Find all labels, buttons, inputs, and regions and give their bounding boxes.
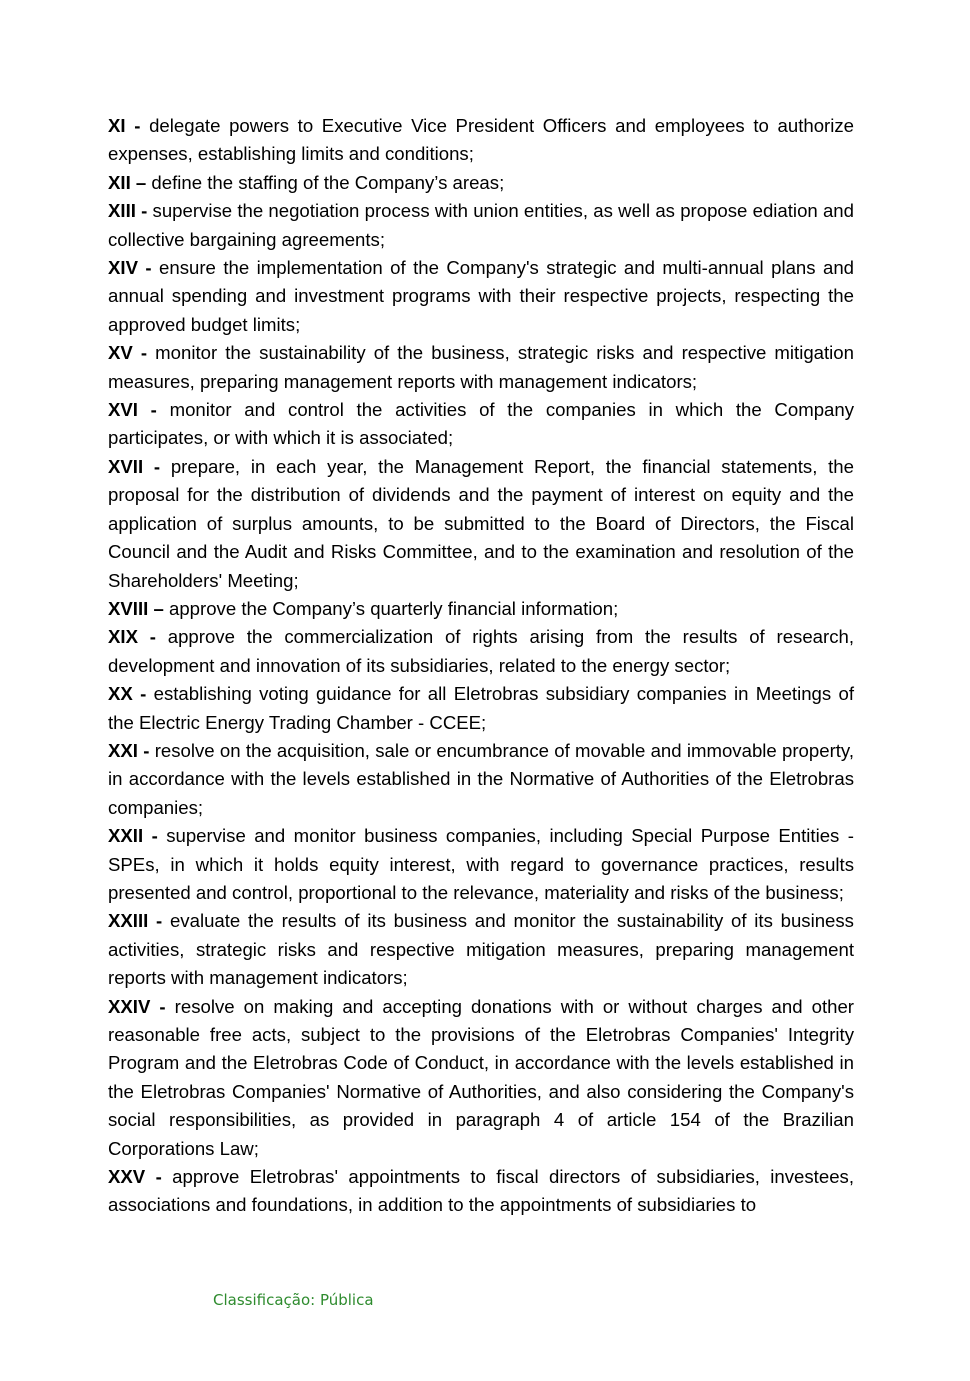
clause-text: supervise and monitor business companies, including Special Purpose Entities - SPEs, in which it holds equity interest, with regard to governance practices, results presented and control, proportional to the relevance, materiality and risks of the business; xyxy=(108,825,854,903)
clause-label: XIV - xyxy=(108,257,152,279)
clause-text: monitor and control the activities of the companies in which the Company participates, or with which it is associated; xyxy=(108,399,855,449)
clause-item xyxy=(108,993,854,1163)
clause-text: resolve on the acquisition, sale or encumbrance of movable and immovable property, in accordance with the levels established in the Normative of Authorities of the Eletrobras companies; xyxy=(108,739,855,818)
clause-label: XVIII – xyxy=(108,597,164,619)
clause-label: XV - xyxy=(108,342,148,364)
clause-label: XII – xyxy=(108,171,147,193)
clause-item xyxy=(108,680,854,737)
clause-text: define the staffing of the Company’s areas; xyxy=(151,171,505,193)
clause-text: establishing voting guidance for all Eletrobras subsidiary companies in Meetings of the Electric Energy Trading Chamber - CCEE; xyxy=(108,683,854,733)
classification-footer: Classificação: Pública xyxy=(213,1291,374,1309)
clause-label: XXIV - xyxy=(108,995,166,1017)
clause-text: resolve on making and accepting donations with or without charges and other reasonable free acts, subject to the provisions of the Eletrobras Companies' Integrity Program and the Eletrobras Code of Conduct, in accordance with the levels established in the Eletrobras Companies' Normative of Authorities, and also considering the Company's social responsibilities, as provided in paragraph 4 of article 154 of the Brazilian Corporations Law; xyxy=(108,995,854,1159)
clause-item xyxy=(108,197,854,254)
clause-label: XX - xyxy=(108,683,147,705)
clause-label: XVII - xyxy=(108,455,161,477)
clause-text: supervise the negotiation process with union entities, as well as propose ediation and collective bargaining agreements; xyxy=(108,200,854,250)
clause-text: prepare, in each year, the Management Report, the financial statements, the proposal for the distribution of dividends and the payment of interest on equity and the application of surplus amounts, to be submitted to the Board of Directors, the Fiscal Council and the Audit and Risks Committee, and to the examination and resolution of the Shareholders' Meeting; xyxy=(108,455,854,591)
clause-text: approve the Company’s quarterly financial information; xyxy=(168,597,619,619)
clause-item xyxy=(108,339,854,396)
clause-item xyxy=(108,1163,854,1220)
clause-text: approve the commercialization of rights arising from the results of research, development and innovation of its subsidiaries, related to the energy sector; xyxy=(108,626,855,676)
clause-text: evaluate the results of its business and monitor the sustainability of its business activities, strategic risks and respective mitigation measures, preparing management reports with management indicators; xyxy=(108,910,854,989)
clause-label: XVI - xyxy=(108,399,157,421)
clause-item xyxy=(108,169,854,197)
clause-label: XXIII - xyxy=(108,910,163,932)
clause-label: XI - xyxy=(108,115,141,136)
clause-item xyxy=(108,453,854,595)
clause-item xyxy=(108,623,854,680)
clause-text: approve Eletrobras' appointments to fiscal directors of subsidiaries, investees, associations and foundations, in addition to the appointments of subsidiaries to xyxy=(108,1166,854,1216)
clause-label: XIII - xyxy=(108,200,148,222)
clause-label: XIX - xyxy=(108,626,156,648)
clause-item xyxy=(108,396,854,453)
clause-item xyxy=(108,254,854,339)
clause-text: monitor the sustainability of the business, strategic risks and respective mitigation measures, preparing management reports with management indicators; xyxy=(108,342,854,392)
clause-label: XXII - xyxy=(108,825,158,847)
clause-item xyxy=(108,595,854,623)
clause-text: ensure the implementation of the Company's strategic and multi-annual plans and annual spending and investment programs with their respective projects, respecting the approved budget limits; xyxy=(108,257,855,335)
clause-item xyxy=(108,822,854,907)
clause-item xyxy=(108,907,854,992)
clause-item xyxy=(108,112,854,169)
clause-text: delegate powers to Executive Vice President Officers and employees to authorize expenses, establishing limits and conditions; xyxy=(108,115,854,165)
clause-item xyxy=(108,737,854,822)
clause-label: XXV - xyxy=(108,1166,162,1188)
document-body xyxy=(108,112,854,1220)
clause-label: XXI - xyxy=(108,739,150,761)
